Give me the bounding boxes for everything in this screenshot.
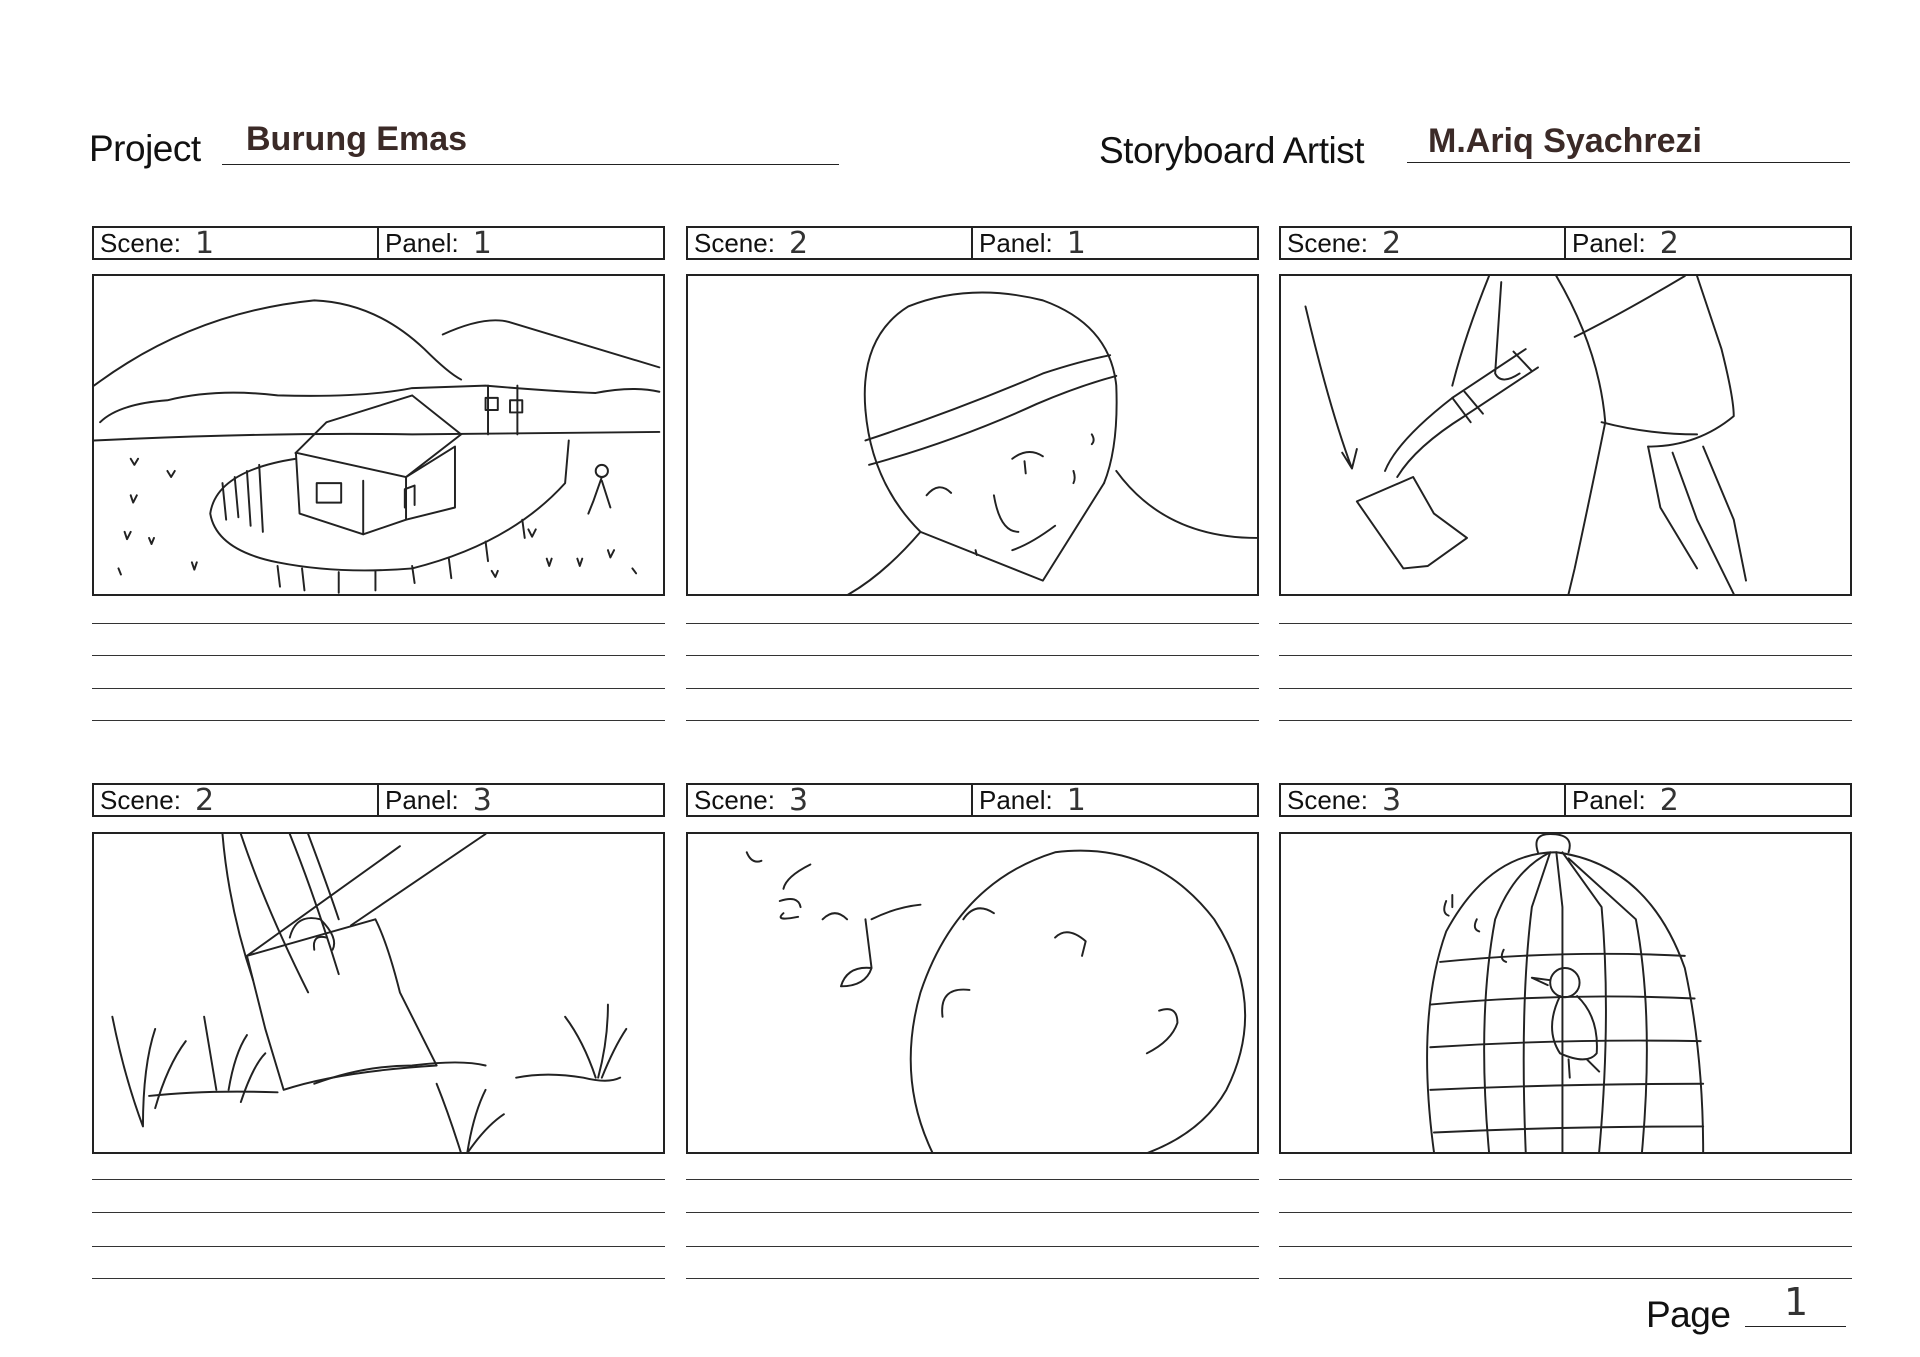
scene-label: Scene: [694,784,775,815]
scene-number: 2 [788,225,809,261]
panel-number: 3 [472,782,492,818]
sketch-shovel-ground [92,832,665,1154]
scene-number: 2 [194,782,215,818]
artist-underline [1407,162,1850,163]
page-number: 1 [1784,1280,1809,1324]
note-line [92,1278,665,1279]
panel-label: Panel: [1572,784,1646,815]
note-line [92,623,665,624]
note-line [686,1179,1259,1180]
panel-number: 1 [1066,225,1086,261]
note-line [92,720,665,721]
note-line [92,1246,665,1247]
panel-number: 2 [1659,225,1679,261]
scene-label: Scene: [694,227,775,258]
scene-label: Scene: [100,227,181,258]
note-line [1279,655,1852,656]
scene-number: 1 [194,225,215,261]
panel-label: Panel: [385,784,459,815]
note-line [92,688,665,689]
panel-header-2 [686,226,1259,260]
note-line [92,1212,665,1213]
note-line [1279,688,1852,689]
scene-label: Scene: [100,784,181,815]
panel-number: 2 [1659,782,1679,818]
panel-label: Panel: [385,227,459,258]
panel-label: Panel: [1572,227,1646,258]
page-label: Page [1646,1294,1731,1335]
scene-label: Scene: [1287,227,1368,258]
panel-label: Panel: [979,227,1053,258]
note-line [92,655,665,656]
sketch-man-digging [1279,274,1852,596]
note-line [686,623,1259,624]
panel-header-6 [1279,783,1852,817]
panel-header-3 [1279,226,1852,260]
sketch-village-house [92,274,665,596]
artist-label: Storyboard Artist [1099,130,1365,171]
note-line [1279,720,1852,721]
scene-number: 3 [1381,782,1402,818]
sketch-head-music [686,832,1259,1154]
note-line [686,655,1259,656]
note-line [686,720,1259,721]
note-line [92,1179,665,1180]
panel-label: Panel: [979,784,1053,815]
sketch-face-closeup [686,274,1259,596]
note-line [686,1246,1259,1247]
note-line [1279,1278,1852,1279]
panel-header-5 [686,783,1259,817]
panel-header-4 [92,783,665,817]
page-underline [1745,1326,1846,1327]
scene-number: 3 [788,782,809,818]
note-line [1279,623,1852,624]
note-line [1279,1212,1852,1213]
panel-header-1 [92,226,665,260]
note-line [1279,1246,1852,1247]
panel-number: 1 [1066,782,1086,818]
artist-value: M.Ariq Syachrezi [1428,122,1702,160]
scene-label: Scene: [1287,784,1368,815]
sketch-bird-cage [1279,832,1852,1154]
project-underline [222,164,839,165]
note-line [686,1212,1259,1213]
panel-number: 1 [472,225,492,261]
scene-number: 2 [1381,225,1402,261]
note-line [1279,1179,1852,1180]
note-line [686,1278,1259,1279]
project-label: Project [89,128,201,169]
note-line [686,688,1259,689]
project-value: Burung Emas [246,120,468,158]
